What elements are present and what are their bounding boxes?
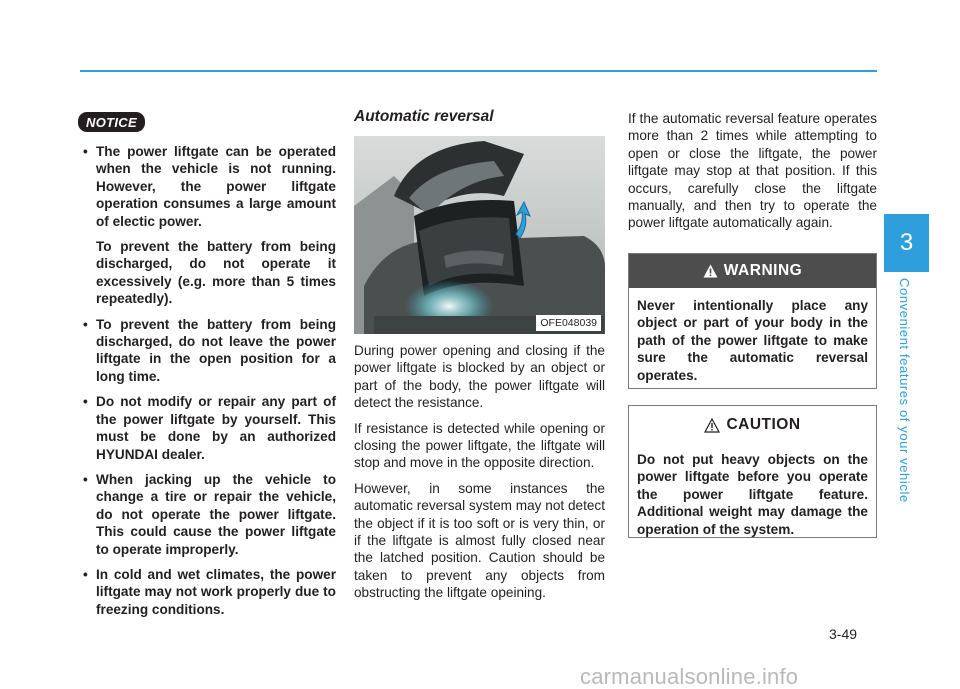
chapter-label-wrap (897, 278, 917, 503)
section-paragraph-3: However, in some instances the automatic reversal system may not detect the object if it is too soft or is very thin, or if the liftgate is almost fully closed near the latched position. Caution should be taken to prevent any objects from obstructing the liftgate opeining. (354, 480, 605, 601)
bullet-dot-icon: • (83, 566, 88, 582)
figure-code: OFE048039 (536, 315, 601, 331)
notice-badge: NOTICE (78, 112, 145, 132)
notice-item-text: Do not modify or repair any part of the power liftgate by yourself. This must be done by an authorized HYUNDAI dealer. (96, 394, 336, 462)
notice-item (78, 566, 336, 618)
notice-section (78, 112, 336, 626)
warning-header (629, 254, 876, 288)
notice-item (78, 471, 336, 558)
col3-paragraph: If the automatic reversal feature operates more than 2 times while attempting to open or close the liftgate, the power liftgate may stop at that position. If this occurs, carefully close the liftgate manually, and then try to operate the power liftgate automatically again. (628, 111, 877, 231)
liftgate-figure (354, 136, 605, 334)
bullet-dot-icon: • (83, 471, 88, 487)
section-paragraph-1: During power opening and closing if the power liftgate is blocked by an object or part of the body, the power liftgate will detect the resistance. (354, 343, 605, 411)
chapter-tab: 3 (884, 214, 929, 272)
notice-list (78, 143, 336, 618)
notice-item-text: The power liftgate can be operated when the vehicle is not running. However, the power liftgate operation consumes a large amount of electic power. (96, 144, 336, 229)
chapter-label: Convenient features of your vehicle (897, 278, 912, 503)
notice-item (78, 316, 336, 386)
top-rule (80, 70, 877, 72)
caution-text: Do not put heavy objects on the power liftgate before you operate the power liftgate feature. Additional weight may damage the operation of the system. (637, 452, 868, 537)
watermark: carmanualsonline.info (580, 664, 799, 689)
section-paragraph-2: If resistance is detected while opening or closing the power liftgate, the liftgate will stop and move in the opposite direction. (354, 420, 605, 471)
warning-box (628, 253, 877, 389)
liftgate-illustration (354, 136, 605, 334)
warning-text: Never intentionally place any object or part of your body in the path of the power liftgate to make sure the automatic reversal operates. (637, 298, 868, 383)
bullet-dot-icon: • (83, 144, 88, 159)
column-3 (628, 110, 877, 232)
notice-item-text: To prevent the battery from being discharged, do not leave the power liftgate in the open position for a long time. (96, 316, 336, 384)
notice-item-text: To prevent the battery from being discharged, do not operate it excessively (e.g. more than 5 times repeatedly). (96, 239, 336, 307)
notice-item (78, 393, 336, 463)
caution-title: CAUTION (726, 416, 801, 433)
bullet-dot-icon: • (83, 394, 88, 410)
caution-box (628, 405, 877, 538)
caution-triangle-icon (704, 418, 720, 433)
section-title: Automatic reversal (354, 108, 494, 125)
warning-title: WARNING (723, 262, 803, 279)
caution-header (629, 408, 876, 442)
notice-item (78, 143, 336, 308)
warning-triangle-icon (703, 264, 718, 278)
page-number: 3-49 (829, 626, 858, 642)
bullet-dot-icon: • (83, 316, 88, 332)
notice-item-text: When jacking up the vehicle to change a tire or repair the vehicle, do not operate the power liftgate. This could cause the power liftgate to operate improperly. (96, 471, 336, 557)
automatic-reversal-section (354, 108, 605, 602)
notice-item-text: In cold and wet climates, the power liftgate may not work properly due to freezing conditions. (96, 566, 336, 617)
